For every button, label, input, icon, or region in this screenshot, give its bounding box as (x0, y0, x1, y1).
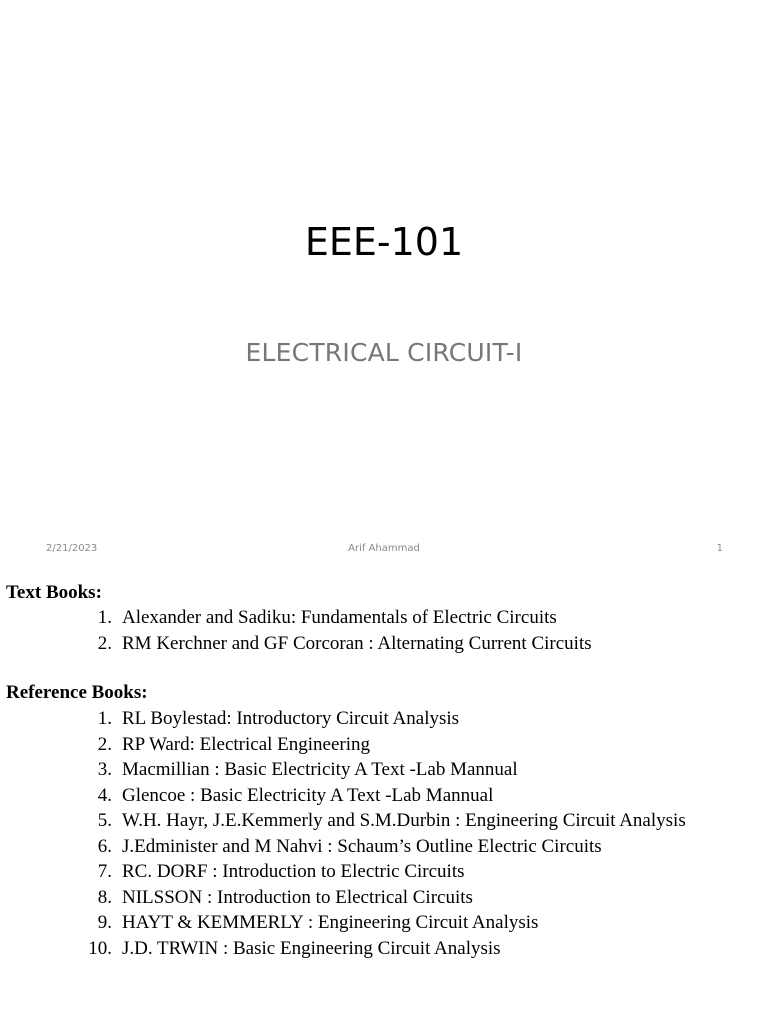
section-spacer (6, 656, 756, 681)
book-title: HAYT & KEMMERLY : Engineering Circuit Analysis (122, 912, 539, 933)
text-book-item (6, 605, 756, 631)
reference-books-list (6, 706, 756, 961)
list-number: 2. (97, 733, 112, 755)
reference-book-item (6, 732, 756, 758)
book-title: RL Boylestad: Introductory Circuit Analysis (122, 708, 460, 729)
reference-book-item (6, 834, 756, 860)
book-title: Macmillian : Basic Electricity A Text -Lab Mannual (122, 759, 518, 780)
text-book-item (6, 631, 756, 657)
reference-book-item (6, 808, 756, 834)
reference-book-item (6, 783, 756, 809)
book-title: RM Kerchner and GF Corcoran : Alternating Current Circuits (122, 632, 592, 654)
slide-title: EEE-101 (304, 220, 464, 264)
book-list-document (6, 581, 756, 961)
reference-book-item (6, 885, 756, 911)
slide-subtitle: ELECTRICAL CIRCUIT-I (245, 338, 523, 367)
list-number: 8. (97, 886, 112, 908)
book-title: NILSSON : Introduction to Electrical Circuits (122, 886, 473, 908)
text-books-list (6, 605, 756, 656)
list-number: 1. (97, 708, 112, 729)
book-title: W.H. Hayr, J.E.Kemmerly and S.M.Durbin : Engineering Circuit Analysis (122, 810, 686, 831)
reference-book-item (6, 706, 756, 732)
book-title: RC. DORF : Introduction to Electric Circuits (122, 861, 465, 882)
book-title: Glencoe : Basic Electricity A Text -Lab Mannual (122, 784, 494, 806)
book-title: J.D. TRWIN : Basic Engineering Circuit Analysis (122, 937, 501, 959)
reference-book-item (6, 936, 756, 962)
list-number: 4. (97, 784, 112, 806)
book-title: J.Edminister and M Nahvi : Schaum’s Outline Electric Circuits (122, 835, 602, 857)
list-number: 6. (97, 835, 112, 857)
reference-book-item (6, 910, 756, 936)
footer-page-number: 1 (716, 543, 723, 554)
list-number: 9. (97, 912, 112, 933)
list-number: 5. (97, 810, 112, 831)
reference-book-item (6, 757, 756, 783)
list-number: 2. (97, 632, 112, 654)
list-number: 10. (88, 937, 112, 959)
reference-books-heading: Reference Books: (6, 682, 148, 703)
list-number: 3. (97, 759, 112, 780)
text-books-heading: Text Books: (6, 582, 102, 603)
list-number: 1. (97, 607, 112, 628)
book-title: RP Ward: Electrical Engineering (122, 733, 371, 755)
reference-book-item (6, 859, 756, 885)
list-number: 7. (97, 861, 112, 882)
book-title: Alexander and Sadiku: Fundamentals of Electric Circuits (122, 607, 557, 628)
footer-date: 2/21/2023 (46, 543, 98, 554)
footer-author: Arif Ahammad (348, 543, 420, 554)
